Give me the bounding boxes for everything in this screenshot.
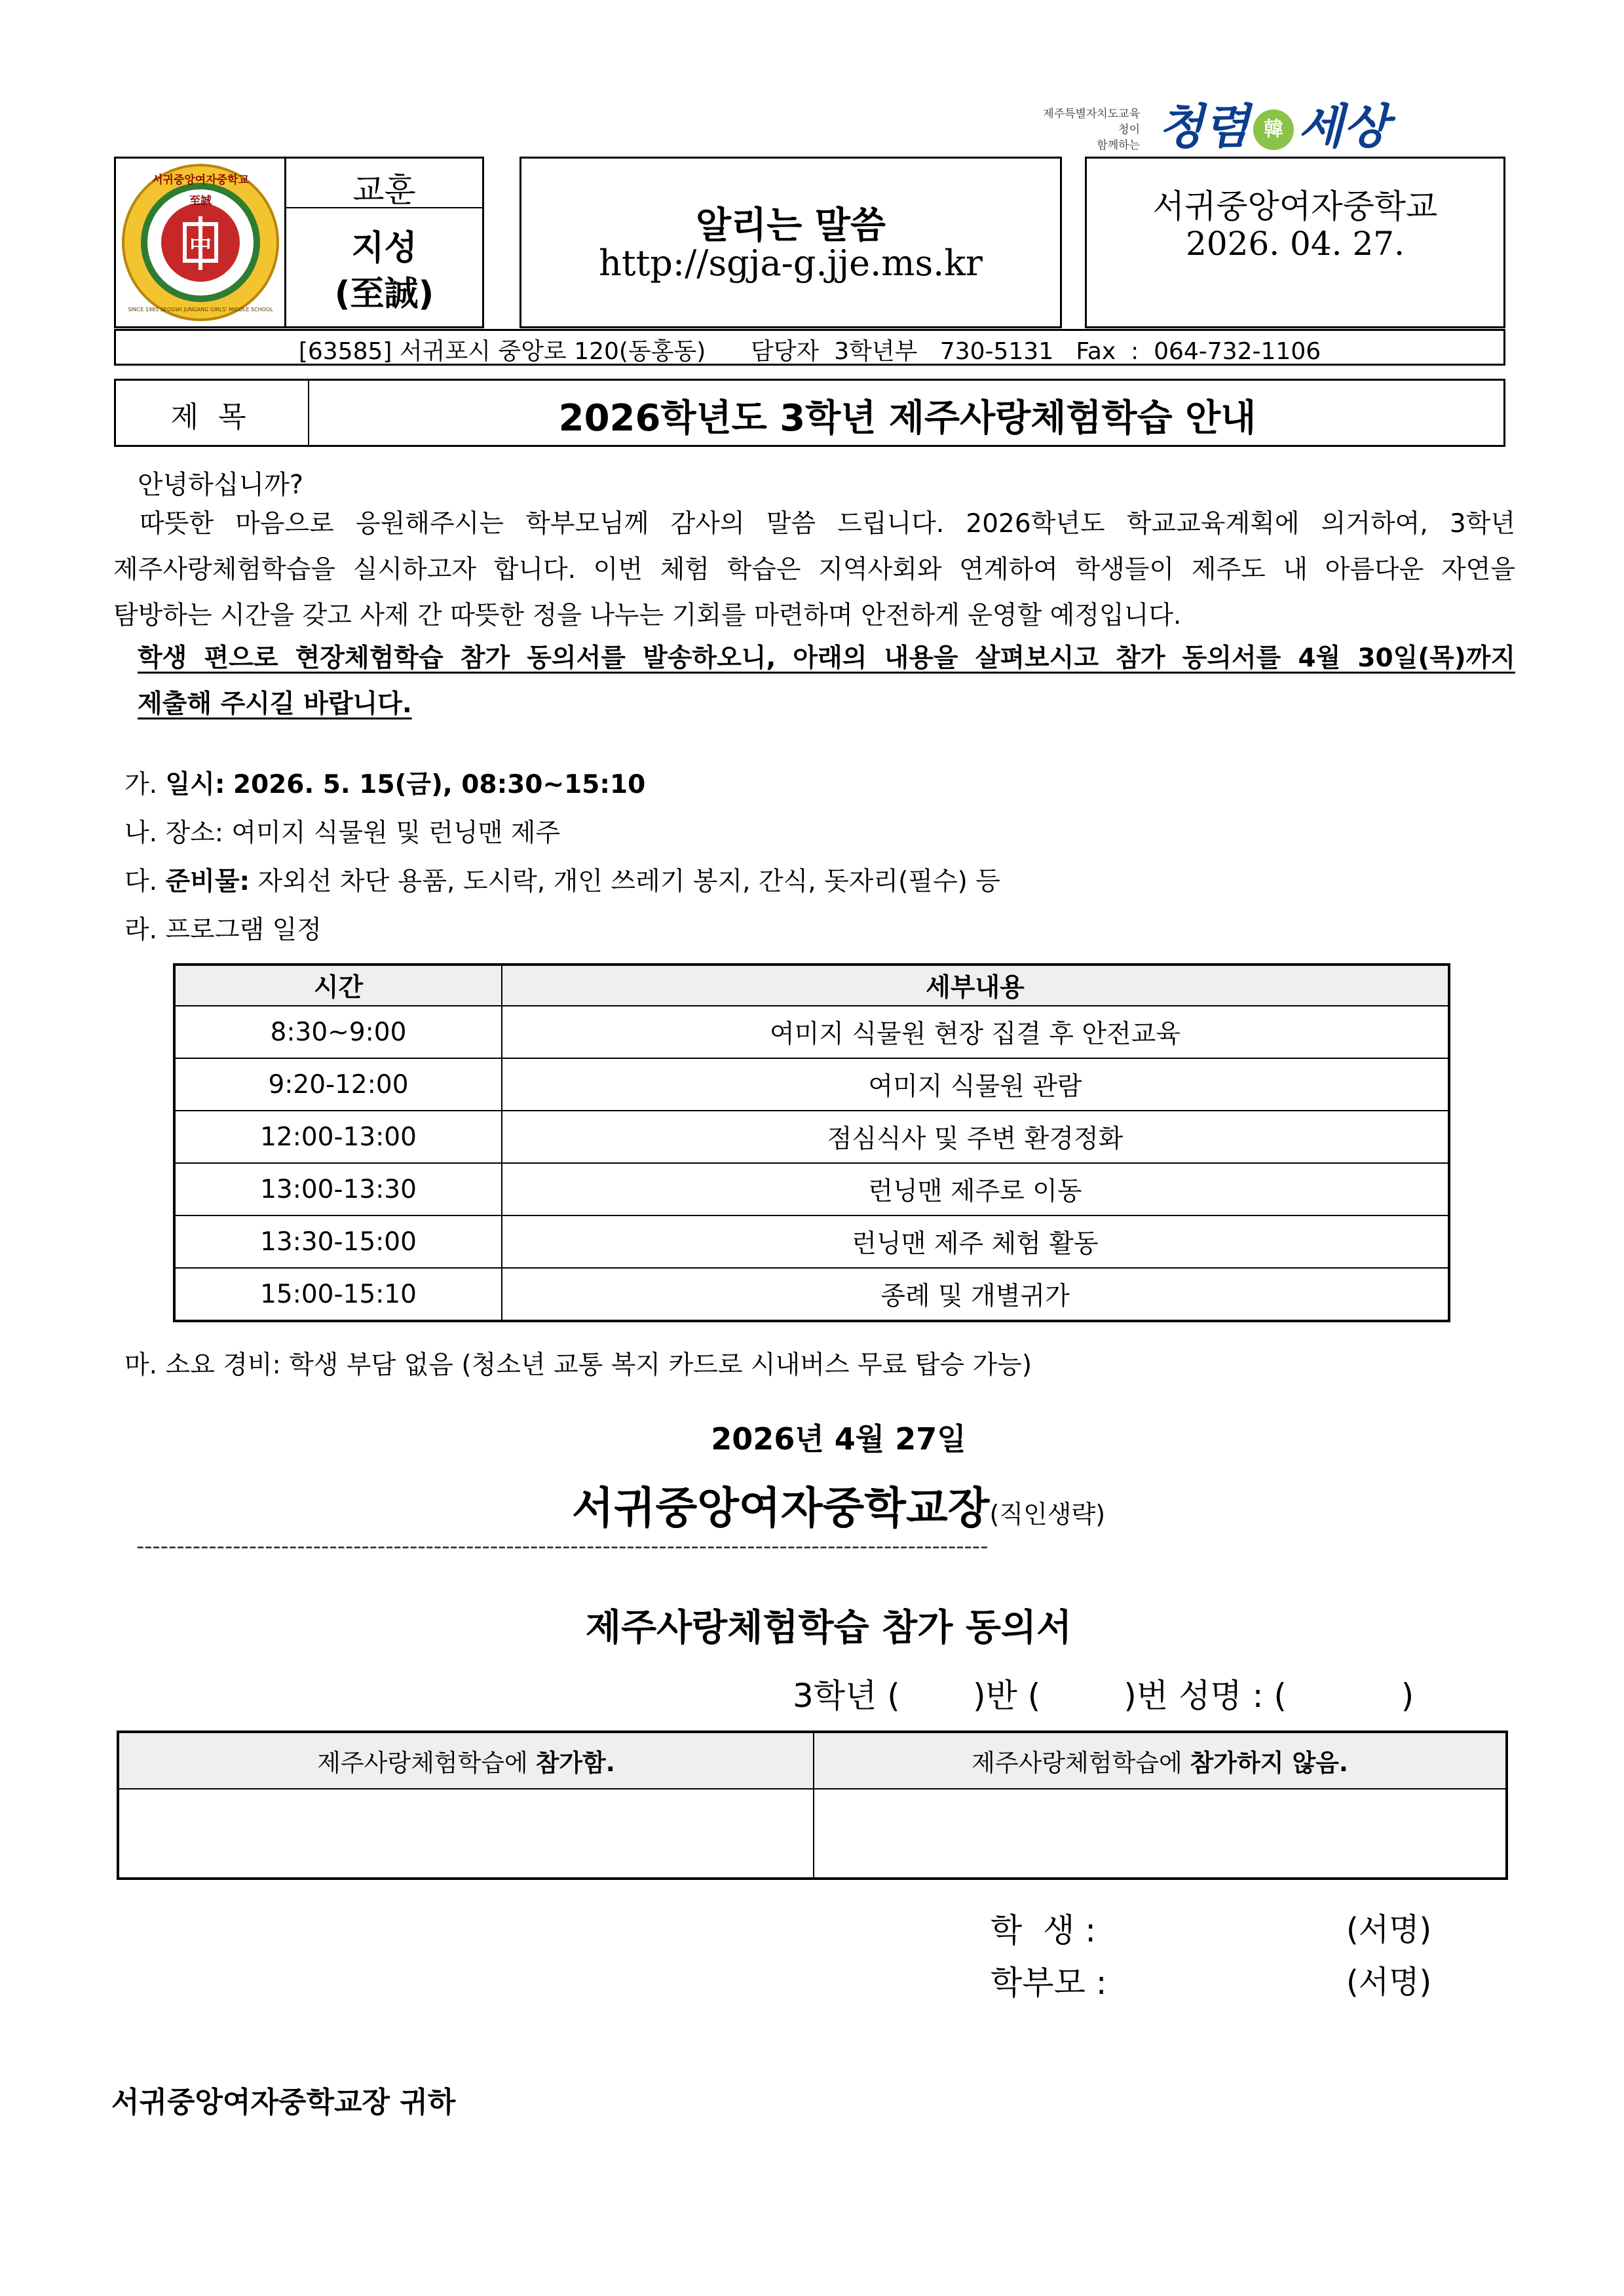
addressee-footer: 서귀중앙여자중학교장 귀하 xyxy=(111,2086,456,2119)
item-program-text: 프로그램 일정 xyxy=(165,915,322,945)
student-info-line[interactable]: 3학년 ( )반 ( )번 성명 : ( ) xyxy=(793,1677,1414,1715)
item-cost-text: 소요 경비: 학생 부담 없음 (청소년 교통 복지 카드로 시내버스 무료 탑승 가능) xyxy=(165,1350,1032,1380)
participate-mark-cell[interactable] xyxy=(118,1789,814,1879)
not-participate-mark-cell[interactable] xyxy=(814,1789,1507,1879)
seal-omitted-note: (직인생략) xyxy=(989,1500,1106,1529)
schedule-time: 15:00-15:10 xyxy=(174,1268,502,1321)
item-program-prefix: 라. xyxy=(124,915,158,945)
table-row xyxy=(174,1058,1449,1111)
notice-title: 알리는 말씀 xyxy=(696,204,886,247)
table-row xyxy=(174,1215,1449,1268)
student-sign-label: 학 생 : xyxy=(991,1911,1097,1949)
slogan-text: 청렴 xyxy=(1158,99,1250,154)
option-not-participate[interactable] xyxy=(814,1732,1507,1789)
notice-line-2: 제출해 주시길 바랍니다. xyxy=(138,689,412,719)
option-not-participate-bold: 참가하지 않음. xyxy=(1190,1749,1348,1777)
intro-paragraph xyxy=(113,501,1515,639)
item-supplies-value: 자외선 차단 용품, 도시락, 개인 쓰레기 봉지, 간식, 돗자리(필수) 등 xyxy=(257,867,1000,896)
item-date-value: 2026. 5. 15(금), 08:30~15:10 xyxy=(233,770,646,799)
seal-ring-text: SINCE 1981 SEOGWI JUNGANG GIRLS' MIDDLE SCHOOL xyxy=(128,307,273,313)
student-sign-field[interactable]: (서명) xyxy=(1346,1911,1432,1948)
schedule-time: 13:00-13:30 xyxy=(174,1163,502,1215)
table-row xyxy=(174,1268,1449,1321)
closing-date: 2026년 4월 27일 xyxy=(711,1421,966,1457)
schedule-detail: 점심식사 및 주변 환경정화 xyxy=(502,1111,1449,1163)
seal-motto: 至誠 xyxy=(189,195,212,208)
schedule-detail: 여미지 식물원 관람 xyxy=(502,1058,1449,1111)
notice-paragraph xyxy=(138,636,1515,727)
option-participate-bold: 참가함. xyxy=(535,1749,615,1777)
school-website[interactable]: http://sgja-g.jje.ms.kr xyxy=(599,242,983,284)
consent-title: 제주사랑체험학습 참가 동의서 xyxy=(585,1607,1072,1649)
item-date-label: 일시: xyxy=(165,770,225,799)
document-date: 2026. 04. 27. xyxy=(1186,225,1405,263)
option-not-participate-prefix: 제주사랑체험학습에 xyxy=(972,1749,1190,1777)
schedule-header-time: 시간 xyxy=(174,965,502,1006)
principal-title: 서귀중앙여자중학교장 xyxy=(571,1483,990,1533)
slogan-end: 세상 xyxy=(1298,99,1389,154)
item-place-prefix: 나. xyxy=(124,818,158,848)
principal-signoff xyxy=(0,1473,1624,1535)
item-supplies-label: 준비물: xyxy=(165,867,250,896)
schedule-detail: 종례 및 개별귀가 xyxy=(502,1268,1449,1321)
schedule-header-detail: 세부내용 xyxy=(502,965,1449,1006)
item-supplies-prefix: 다. xyxy=(124,867,158,896)
item-supplies xyxy=(124,861,1000,898)
seal-school-name: 서귀중앙여자중학교 xyxy=(152,174,249,187)
school-seal xyxy=(119,161,282,324)
table-row xyxy=(174,1006,1449,1058)
item-program xyxy=(124,909,322,946)
notice-line-1: 학생 편으로 현장체험학습 참가 동의서를 발송하오니, 아래의 내용을 살펴보시고 참가 동의서를 4월 30일(목)까지 xyxy=(138,643,1515,673)
subject-title: 2026학년도 3학년 제주사랑체험학습 안내 xyxy=(558,397,1256,440)
item-date-prefix: 가. xyxy=(124,770,158,799)
address-line: [63585] 서귀포시 중앙로 120(동홍동) 담당자 3학년부 730-5131 Fax : 064-732-1106 xyxy=(298,338,1321,365)
item-place-text: 장소: 여미지 식물원 및 런닝맨 제주 xyxy=(165,818,561,848)
consent-mark-row xyxy=(118,1789,1507,1879)
seal-center: 中 xyxy=(189,233,212,259)
parent-sign-label: 학부모 : xyxy=(991,1964,1107,2002)
consent-options-row xyxy=(118,1732,1507,1789)
item-cost xyxy=(124,1345,1032,1381)
school-name: 서귀중앙여자중학교 xyxy=(1152,187,1438,225)
campaign-logo xyxy=(1042,97,1435,156)
schedule-header-row xyxy=(174,965,1449,1006)
greeting: 안녕하십니까? xyxy=(138,470,304,500)
schedule-detail: 여미지 식물원 현장 집결 후 안전교육 xyxy=(502,1006,1449,1058)
consent-table xyxy=(117,1731,1508,1880)
schedule-time: 13:30-15:00 xyxy=(174,1215,502,1268)
motto-text: 지성 xyxy=(351,229,417,268)
subject-label: 제 목 xyxy=(170,400,252,434)
item-date xyxy=(124,764,645,801)
item-place xyxy=(124,813,560,849)
intro-line-1: 따뜻한 마음으로 응원해주시는 학부모님께 감사의 말씀 드립니다. 2026학년도 학교교육계획에 의거하여, 3학년 xyxy=(140,509,1515,539)
motto-label: 교훈 xyxy=(352,171,416,209)
schedule-detail: 런닝맨 제주 체험 활동 xyxy=(502,1215,1449,1268)
option-participate[interactable] xyxy=(118,1732,814,1789)
schedule-time: 8:30~9:00 xyxy=(174,1006,502,1058)
campaign-line1: 제주특별자치도교육청이 xyxy=(1043,107,1140,136)
motto-hanja: (至誠) xyxy=(334,275,434,314)
schedule-detail: 런닝맨 제주로 이동 xyxy=(502,1163,1449,1215)
schedule-table xyxy=(173,963,1450,1322)
item-cost-prefix: 마. xyxy=(124,1350,158,1380)
table-row xyxy=(174,1111,1449,1163)
parent-sign-field[interactable]: (서명) xyxy=(1346,1964,1432,2000)
slogan-mid-badge: 韓 xyxy=(1253,109,1294,150)
campaign-line2: 함께하는 xyxy=(1097,139,1140,152)
intro-line-2: 제주사랑체험학습을 실시하고자 합니다. 이번 체험 학습은 지역사회와 연계하여 학생들이 제주도 내 아름다운 자연을 xyxy=(113,555,1515,584)
option-participate-prefix: 제주사랑체험학습에 xyxy=(317,1749,536,1777)
schedule-time: 9:20-12:00 xyxy=(174,1058,502,1111)
intro-line-3: 탐방하는 시간을 갖고 사제 간 따뜻한 정을 나누는 기회를 마련하며 안전하게 운영할 예정입니다. xyxy=(113,601,1182,630)
table-row xyxy=(174,1163,1449,1215)
cut-line: ---------------------------------------------------------------------------------------------------------- xyxy=(136,1533,989,1559)
schedule-time: 12:00-13:00 xyxy=(174,1111,502,1163)
